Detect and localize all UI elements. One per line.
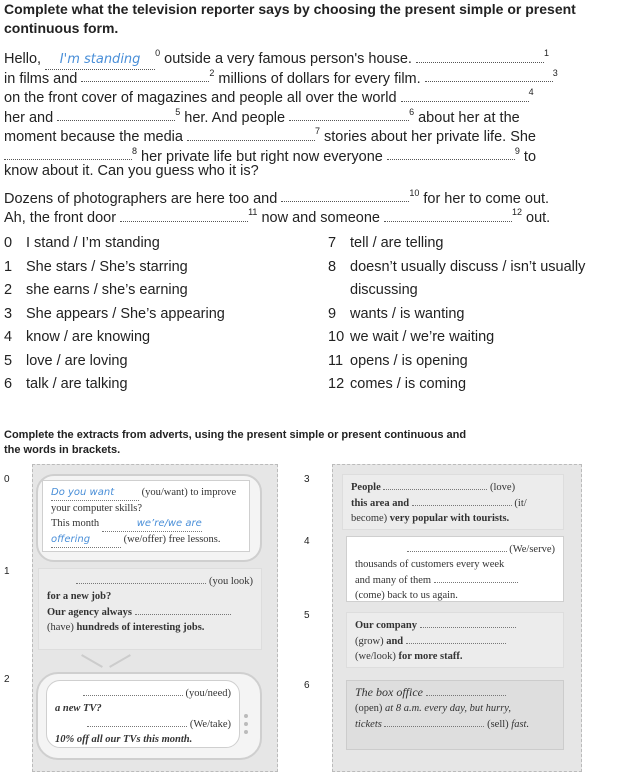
option-number: 12 [328, 376, 345, 392]
option-text: we wait / we’re waiting [350, 329, 495, 345]
ad-3-hint-3: become) [351, 513, 388, 524]
exercise-1-instruction: Complete what the television reporter says by choosing the present simple or present continuous form. [4, 1, 576, 36]
ad-number-1: 1 [4, 566, 10, 577]
ad-6-card [346, 680, 564, 750]
option-row [4, 373, 304, 397]
gap-number: 2 [209, 67, 215, 78]
option-text: I stand / I’m standing [26, 235, 160, 251]
story-text-segment: moment because the media [4, 128, 187, 145]
ad-4-line-4: back to us again. [387, 590, 458, 601]
ad-2-card [46, 680, 240, 748]
blank-line[interactable] [401, 89, 529, 102]
gap-number: 9 [514, 145, 520, 156]
blank-line[interactable] [384, 209, 512, 222]
gap-number: 10 [409, 187, 420, 198]
ad-3-line-3: very popular with tourists. [389, 513, 510, 524]
gap-number: 3 [552, 67, 558, 78]
story-text-segment: about her at the [414, 109, 520, 126]
ad-0-answer-3: offering [51, 532, 121, 548]
option-row [328, 303, 608, 327]
option-number: 7 [328, 235, 337, 251]
option-text: doesn’t usually discuss / isn’t usually discussing [350, 258, 586, 298]
ad-1-line-3: Our agency always [47, 607, 132, 618]
ad-3-card [342, 474, 564, 530]
option-number: 8 [328, 258, 337, 275]
ad-4-card [346, 536, 564, 602]
ad-5-line-3: for more staff. [398, 651, 463, 662]
ad-4-line-2: thousands of customers every week [355, 559, 505, 570]
ad-6-line-4: fast. [511, 719, 530, 730]
story-text-segment: Dozens of photographers are here too and [4, 190, 282, 207]
story-text-segment: Ah, the front door [4, 209, 121, 226]
option-row [328, 256, 608, 303]
ad-3-hint-1: (love) [490, 482, 516, 493]
ad-number-5: 5 [304, 610, 310, 621]
blank-line[interactable] [387, 147, 515, 160]
option-row [4, 303, 304, 327]
blank-line[interactable] [81, 69, 209, 82]
story-text-segment: to [519, 148, 537, 165]
ad-number-0: 0 [4, 474, 10, 485]
ad-2-line-4: 10% off all our TVs this month. [55, 734, 193, 745]
blank-line[interactable] [416, 50, 544, 63]
option-number: 1 [4, 258, 13, 275]
option-text: wants / is wanting [350, 305, 465, 322]
gap-number: 12 [511, 207, 522, 217]
options-left-column [4, 232, 304, 397]
story-text-segment: her. And people [180, 109, 290, 126]
ad-5-hint-2: (we/look) [355, 651, 396, 662]
ad-5-line-2: and [386, 636, 404, 647]
story-line [4, 204, 594, 228]
option-text: she earns / she’s earning [26, 282, 188, 298]
blank-line[interactable] [57, 108, 175, 121]
example-answer: I'm standing [45, 50, 155, 71]
option-number: 11 [328, 352, 344, 369]
blank-line[interactable] [281, 189, 409, 202]
gap-number: 0 [155, 48, 161, 58]
option-text: tell / are telling [350, 235, 444, 251]
option-number: 10 [328, 329, 345, 345]
ad-6-hint-1: (open) [355, 703, 383, 714]
option-text: know / are knowing [26, 329, 151, 345]
ad-2-hint-1: (you/need) [185, 688, 231, 699]
ad-2-line-2: a new TV? [55, 703, 102, 714]
option-number: 3 [4, 305, 13, 322]
option-row [4, 326, 304, 350]
ad-2-hint-2: (We/take) [189, 719, 231, 730]
gap-number: 5 [175, 106, 181, 117]
ad-number-3: 3 [304, 474, 310, 485]
option-text: She appears / She’s appearing [26, 305, 225, 322]
gap-number: 4 [528, 87, 534, 97]
blank-line[interactable] [425, 69, 553, 82]
option-row [4, 350, 304, 374]
option-number: 9 [328, 305, 337, 322]
option-text: opens / is opening [350, 352, 468, 369]
ad-6-line-1: The box office [355, 685, 423, 699]
story-text-segment: now and someone [257, 209, 384, 226]
options-right-column [328, 232, 608, 397]
gap-number: 1 [543, 48, 549, 58]
ad-0-answer-2: we’re/we are [102, 516, 202, 532]
ad-5-line-1: Our company [355, 620, 417, 631]
gap-number: 11 [248, 207, 258, 217]
gap-number: 8 [132, 145, 138, 156]
option-text: talk / are talking [26, 376, 128, 392]
ad-6-line-3: tickets [355, 719, 382, 730]
ad-0-text-2: This month [51, 518, 100, 529]
tv-dots [244, 714, 252, 734]
option-row [328, 232, 608, 256]
story-text-segment: for her to come out. [419, 190, 550, 207]
ad-1-line-4: hundreds of interesting jobs. [76, 622, 205, 633]
ad-0-answer-1: Do you want [51, 485, 139, 501]
ad-1-hint-1: (you look) [208, 576, 253, 587]
ad-6-hint-2: (sell) [487, 719, 509, 730]
blank-line[interactable] [289, 108, 409, 121]
story-text-segment: her private life but right now everyone [137, 148, 387, 165]
ad-0-text-1: (you/want) to improve your computer skills? [51, 487, 237, 514]
story-text-segment: in films and [4, 70, 82, 87]
option-number: 0 [4, 235, 13, 251]
ad-1-line-2: for a new job? [47, 591, 112, 602]
story-text-segment: millions of dollars for every film. [214, 70, 425, 87]
option-row [328, 326, 608, 350]
ad-6-line-2: at 8 a.m. every day, but hurry, [385, 703, 512, 714]
option-row [4, 256, 304, 280]
ad-5-card [346, 612, 564, 668]
ad-0-text-3: (we/offer) free lessons. [123, 534, 221, 545]
ad-1-hint-2: (have) [47, 622, 74, 633]
option-row [4, 279, 304, 303]
story-text-segment: outside a very famous person's house. [160, 50, 416, 67]
story-text-segment: know about it. Can you guess who it is? [4, 163, 259, 179]
ad-5-hint-1: (grow) [355, 636, 384, 647]
option-number: 5 [4, 352, 13, 369]
blank-line[interactable] [120, 209, 248, 222]
ad-4-hint-2: (come) [355, 590, 385, 601]
story-text-segment: Hello, [4, 50, 46, 67]
blank-line[interactable] [4, 147, 132, 160]
ad-number-2: 2 [4, 674, 10, 685]
option-number: 6 [4, 376, 13, 392]
ad-4-hint-1: (We/serve) [509, 544, 555, 555]
story-text-segment: on the front cover of magazines and people all over the world [4, 89, 401, 106]
ad-3-line-1: People [351, 482, 381, 493]
option-row [4, 232, 304, 256]
option-text: comes / is coming [350, 376, 467, 392]
story-line [4, 162, 594, 182]
ad-3-line-2: this area and [351, 498, 410, 509]
gap-number: 7 [314, 126, 320, 136]
option-number: 2 [4, 282, 13, 298]
option-number: 4 [4, 329, 13, 345]
ad-0-card [42, 480, 250, 552]
ad-1-card [38, 568, 262, 650]
blank-line[interactable] [187, 128, 315, 141]
ad-number-6: 6 [304, 680, 310, 691]
ad-3-hint-2: (it/ [514, 498, 527, 509]
ad-number-4: 4 [304, 536, 310, 547]
story-text-segment: her and [4, 109, 58, 126]
gap-number: 6 [409, 106, 415, 117]
option-text: love / are loving [26, 352, 128, 369]
story-text-segment: out. [522, 209, 551, 226]
option-text: She stars / She’s starring [26, 258, 188, 275]
option-row [328, 373, 608, 397]
ad-4-line-3: and many of them [355, 575, 432, 586]
option-row [328, 350, 608, 374]
exercise-2-instruction: Complete the extracts from adverts, using the present simple or present continuous and the words in brackets. [4, 429, 467, 456]
story-text-segment: stories about her private life. She [319, 128, 536, 145]
